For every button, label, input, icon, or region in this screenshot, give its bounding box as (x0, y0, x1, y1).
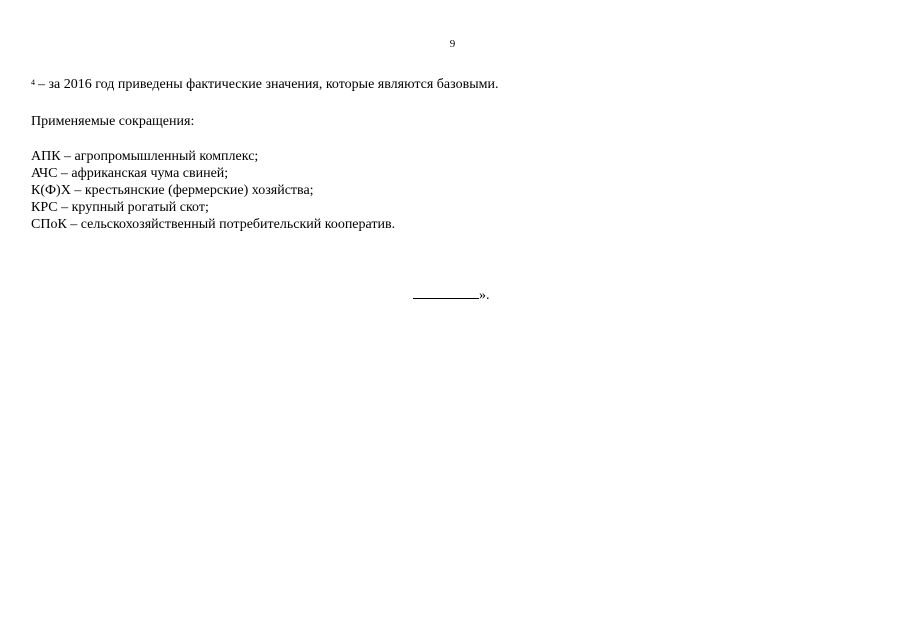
closing-mark: ». (479, 288, 490, 303)
page-number: 9 (449, 38, 456, 50)
abbreviations-heading: Применяемые сокращения: (31, 114, 195, 129)
footnote (31, 76, 498, 94)
closing-line (413, 285, 490, 305)
abbreviation-item: АЧС – африканская чума свиней; (31, 166, 229, 181)
abbreviations-list (31, 148, 395, 233)
footnote-text: – за 2016 год приведены фактические значения, которые являются базовыми. (38, 77, 499, 92)
abbreviation-item: АПК – агропромышленный комплекс; (31, 149, 259, 164)
abbreviation-item: К(Ф)Х – крестьянские (фермерские) хозяйства; (31, 183, 314, 198)
closing-rule (413, 285, 479, 299)
abbreviation-item: КРС – крупный рогатый скот; (31, 200, 209, 215)
footnote-marker: 4 (31, 78, 35, 87)
abbreviation-item: СПоК – сельскохозяйственный потребительский кооператив. (31, 217, 396, 232)
